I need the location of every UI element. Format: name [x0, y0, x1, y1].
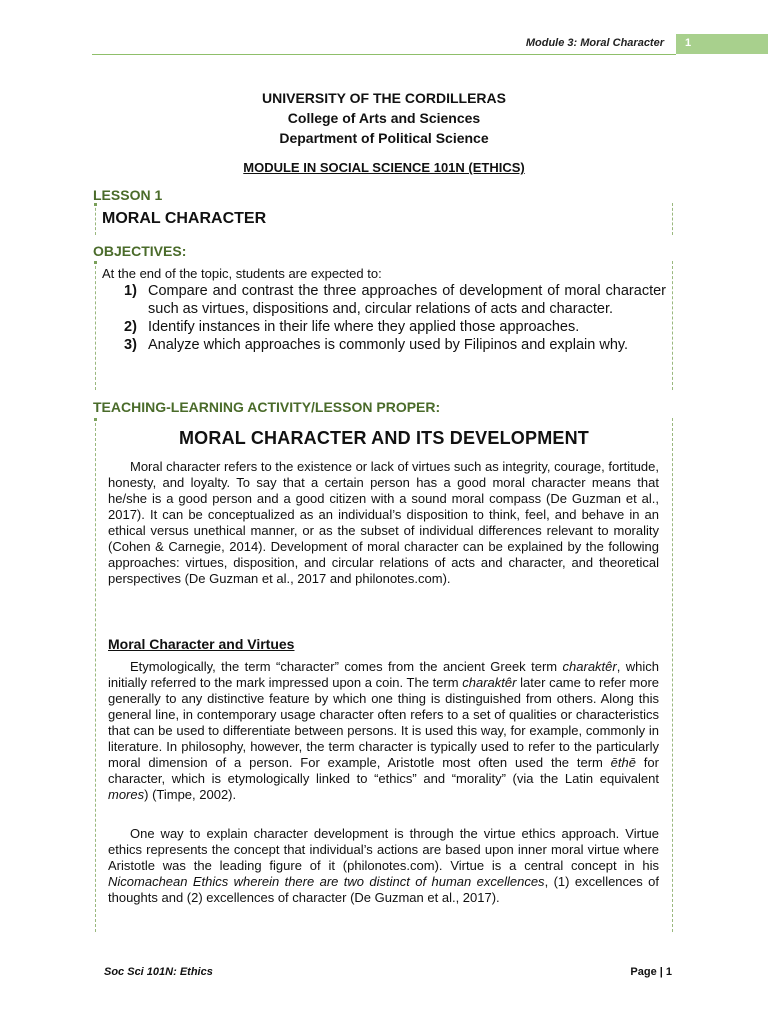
institution-block: [92, 88, 676, 148]
objective-number: 3): [124, 337, 137, 353]
lesson-title: MORAL CHARACTER: [102, 210, 267, 227]
department-name: Department of Political Science: [279, 130, 489, 146]
text-run: Etymologically, the term “character” comes from the ancient Greek term: [130, 659, 563, 674]
objective-item: [120, 336, 666, 354]
paragraph-intro: Moral character refers to the existence or lack of virtues such as integrity, courage, fortitude, honesty, and loyalty. To say that a certain person has a good moral character means that he/she is a good person and a good citizen with a sound moral compass (De Guzman et al., 2017). It can be conceptualized as an individual’s disposition to think, feel, and behave in an ethical versus unethical manner, or as the subset of individual differences relevant to morality (Cohen & Carnegie, 2014). Development of moral character can be explained by the following approaches: virtues, disposition, and circular relations of acts and character, and theoretical perspectives (De Guzman et al., 2017 and philonotes.com).: [108, 459, 659, 586]
objective-number: 2): [124, 319, 137, 335]
text-run: later came to refer more generally to any distinctive feature by which one thing is distinguished from others. Along this general line, in contemporary usage character often refers to a set of qualities or characteristics that can be used to differentiate between persons. It is used this way, for example, commonly in literature. In philosophy, however, the term character is typically used to refer to the particularly moral dimension of a person. For example, Aristotle most often used the term: [108, 675, 660, 770]
university-name: UNIVERSITY OF THE CORDILLERAS: [262, 90, 506, 106]
italic-term: charaktêr: [562, 659, 617, 674]
objectives-list: [120, 282, 666, 354]
college-name: College of Arts and Sciences: [287, 110, 481, 126]
section-main-title: MORAL CHARACTER AND ITS DEVELOPMENT: [178, 428, 589, 448]
objective-text: Compare and contrast the three approaches of development of moral character such as virtues, dispositions and, circular relations of acts and character.: [148, 283, 666, 317]
objective-text: Analyze which approaches is commonly used by Filipinos and explain why.: [148, 337, 629, 353]
italic-term: Nicomachean Ethics wherein there are two distinct of human excellences: [108, 874, 545, 889]
text-run: , (1) excellences of thoughts and (2) excellences of character (De Guzman et al., 2017).: [108, 874, 660, 905]
footer-page-number: Page | 1: [630, 966, 672, 978]
subheading-moral-character-virtues: Moral Character and Virtues: [108, 636, 295, 652]
paragraph-virtue-ethics: [108, 826, 659, 906]
module-title: MODULE IN SOCIAL SCIENCE 101N (ETHICS): [243, 160, 525, 175]
header-page-badge: 1: [676, 34, 768, 54]
objectives-intro: At the end of the topic, students are expected to:: [102, 266, 382, 281]
header-rule: [92, 54, 676, 55]
italic-term: charaktêr: [462, 675, 517, 690]
footer-course: Soc Sci 101N: Ethics: [104, 966, 213, 978]
text-run: for character, which is etymologically linked to “ethics” and “morality” (via the Latin equivalent: [108, 755, 659, 786]
italic-term: ēthē: [610, 755, 636, 770]
page-header: [0, 34, 768, 54]
paragraph-etymology: [108, 659, 659, 803]
objective-item: [120, 282, 666, 318]
italic-term: mores: [108, 787, 145, 802]
teaching-learning-label: TEACHING-LEARNING ACTIVITY/LESSON PROPER:: [93, 399, 441, 415]
text-run: , which initially referred to the mark impressed upon a coin. The term: [108, 659, 660, 690]
lesson-label: LESSON 1: [93, 187, 163, 203]
objective-number: 1): [124, 283, 137, 299]
text-run: ) (Timpe, 2002).: [144, 787, 237, 802]
objective-text: Identify instances in their life where they applied those approaches.: [148, 319, 580, 335]
text-run: One way to explain character development is through the virtue ethics approach. Virtue ethics represents the concept that individual’s actions are based upon inner moral virtue where Aristotle was the leading figure of it (philonotes.com). Virtue is a central concept in his: [108, 826, 659, 873]
objectives-label: OBJECTIVES:: [93, 243, 187, 259]
objective-item: [120, 318, 666, 336]
header-title: Module 3: Moral Character: [525, 37, 664, 49]
